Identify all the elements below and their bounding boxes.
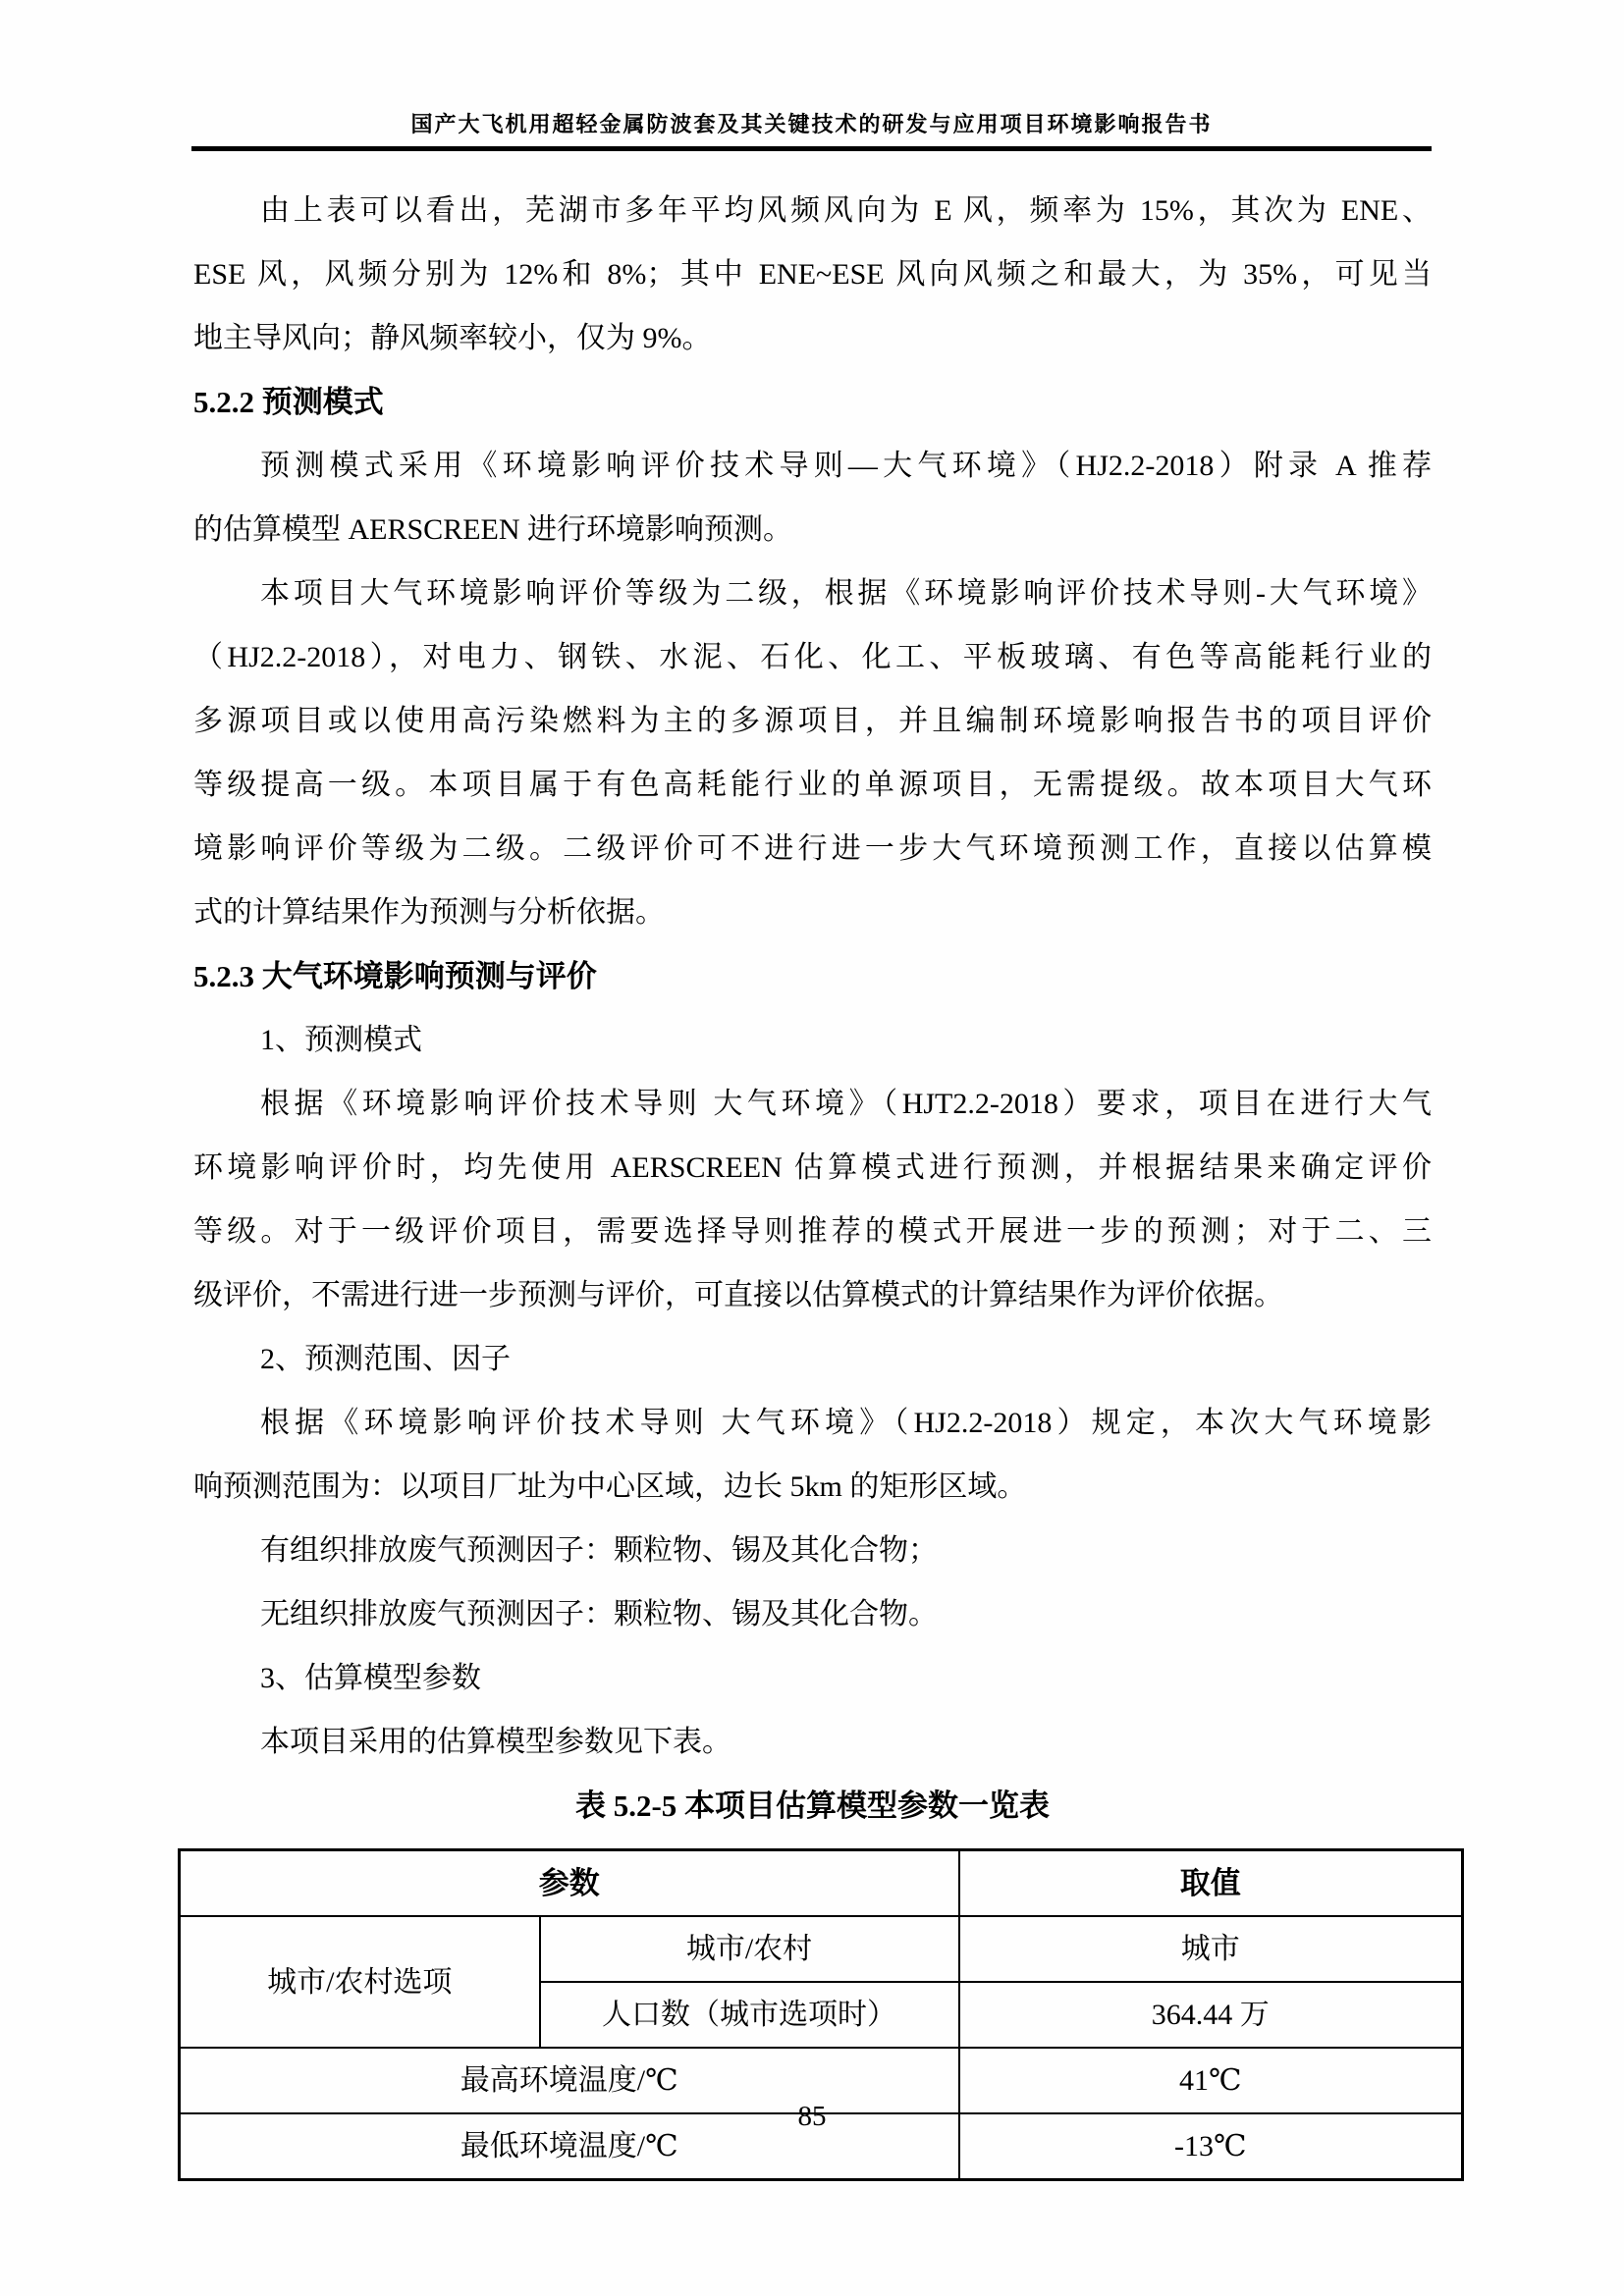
cell-min-temp-label: 最低环境温度/℃: [180, 2113, 959, 2180]
text-line: 根据《环境影响评价技术导则 大气环境》（HJ2.2-2018）规定，本次大气环境影: [260, 1407, 1432, 1439]
text-line: 3、估算模型参数: [260, 1662, 481, 1694]
section-heading: 5.2.2 预测模式: [193, 385, 384, 419]
paragraph: [193, 1646, 1432, 1710]
paragraph: [193, 1519, 1432, 1582]
paragraph: [193, 1008, 1432, 1072]
cell-urban-rural-value: 城市: [959, 1916, 1463, 1982]
paragraph: [193, 179, 1432, 370]
text-line: 多源项目或以使用高污染燃料为主的多源项目，并且编制环境影响报告书的项目评价: [193, 705, 1432, 737]
content-area: [193, 179, 1432, 1774]
paragraph: [193, 1582, 1432, 1646]
text-line: 式的计算结果作为预测与分析依据。: [193, 896, 665, 929]
paragraph: [193, 1072, 1432, 1327]
paragraph: [193, 1327, 1432, 1391]
text-line: （HJ2.2-2018），对电力、钢铁、水泥、石化、化工、平板玻璃、有色等高能耗行业的: [193, 641, 1432, 673]
paragraph: [193, 1710, 1432, 1774]
text-line: 本项目采用的估算模型参数见下表。: [260, 1726, 731, 1758]
cell-urban-rural-group: 城市/农村选项: [180, 1916, 540, 2048]
cell-population-label: 人口数（城市选项时）: [540, 1982, 959, 2048]
text-line: 预测模式采用《环境影响评价技术导则—大气环境》（HJ2.2-2018）附录 A 推荐: [260, 450, 1432, 482]
cell-population-value: 364.44 万: [959, 1982, 1463, 2048]
text-line: 的估算模型 AERSCREEN 进行环境影响预测。: [193, 513, 793, 546]
text-line: 等级提高一级。本项目属于有色高耗能行业的单源项目，无需提级。故本项目大气环: [193, 769, 1432, 801]
section-heading: 5.2.3 大气环境影响预测与评价: [193, 959, 597, 993]
text-line: 响预测范围为：以项目厂址为中心区域，边长 5km 的矩形区域。: [193, 1470, 1027, 1503]
text-line: ESE 风，风频分别为 12%和 8%；其中 ENE~ESE 风向风频之和最大，为 35%，可见当: [193, 258, 1432, 291]
paragraph: [193, 561, 1432, 944]
cell-urban-rural-label: 城市/农村: [540, 1916, 959, 1982]
text-line: 1、预测模式: [260, 1024, 422, 1056]
table-caption: 表 5.2-5 本项目估算模型参数一览表: [574, 1789, 1051, 1823]
text-line: 地主导风向；静风频率较小，仅为 9%。: [193, 322, 712, 354]
col-header-param: 参数: [180, 1850, 959, 1917]
text-line: 有组织排放废气预测因子：颗粒物、锡及其化合物；: [260, 1534, 938, 1567]
text-line: 2、预测范围、因子: [260, 1343, 511, 1375]
cell-max-temp-value: 41℃: [959, 2048, 1463, 2113]
text-line: 级评价，不需进行进一步预测与评价，可直接以估算模式的计算结果作为评价依据。: [193, 1279, 1283, 1311]
text-line: 境影响评价等级为二级。二级评价可不进行进一步大气环境预测工作，直接以估算模: [193, 832, 1432, 865]
cell-max-temp-label: 最高环境温度/℃: [180, 2048, 959, 2113]
text-line: 环境影响评价时，均先使用 AERSCREEN 估算模式进行预测，并根据结果来确定评价: [193, 1151, 1432, 1184]
text-line: 无组织排放废气预测因子：颗粒物、锡及其化合物。: [260, 1598, 938, 1630]
cell-min-temp-value: -13℃: [959, 2113, 1463, 2180]
text-line: 等级。对于一级评价项目，需要选择导则推荐的模式开展进一步的预测；对于二、三: [193, 1215, 1432, 1248]
text-line: 本项目大气环境影响评价等级为二级，根据《环境影响评价技术导则-大气环境》: [260, 577, 1432, 610]
page-number: 85: [797, 2101, 827, 2132]
text-line: 由上表可以看出，芜湖市多年平均风频风向为 E 风，频率为 15%，其次为 ENE、: [260, 194, 1432, 227]
col-header-value: 取值: [959, 1850, 1463, 1917]
text-line: 根据《环境影响评价技术导则 大气环境》（HJT2.2-2018）要求，项目在进行大气: [260, 1088, 1432, 1120]
running-header-title: 国产大飞机用超轻金属防波套及其关键技术的研发与应用项目环境影响报告书: [191, 110, 1432, 151]
paragraph: [193, 1391, 1432, 1519]
paragraph: [193, 434, 1432, 561]
